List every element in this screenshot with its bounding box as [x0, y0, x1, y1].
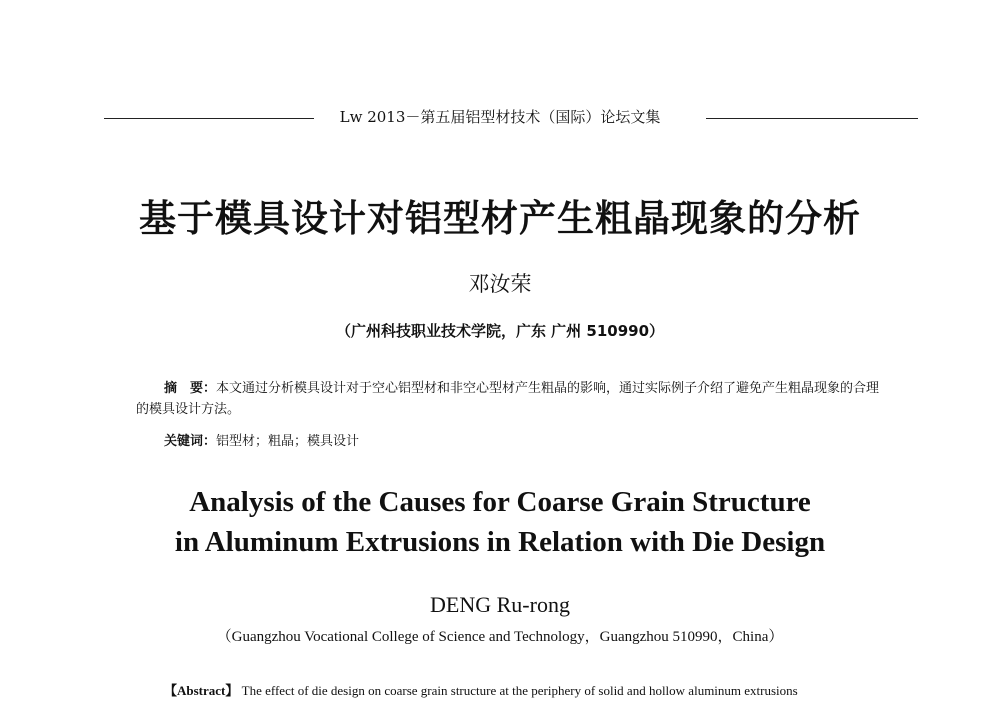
abstract-cn — [136, 378, 882, 420]
abstract-en-text: The effect of die design on coarse grain structure at the periphery of solid and hollow aluminum extrusions — [238, 683, 798, 698]
author-name-en: DENG Ru-rong — [430, 592, 570, 617]
author-name-cn: 邓汝荣 — [468, 272, 532, 296]
paper-title-en — [0, 482, 1000, 562]
paper-title-cn: 基于模具设计对铝型材产生粗晶现象的分析 — [139, 197, 861, 240]
abstract-en — [164, 680, 894, 699]
running-header — [0, 106, 1000, 127]
abstract-cn-label: 摘 要： — [164, 381, 217, 396]
keywords-cn-text: 铝型材；粗晶；模具设计 — [216, 434, 360, 449]
affiliation-cn: （广州科技职业技术学院，广东 广州 510990） — [335, 322, 665, 340]
keywords-cn-label: 关键词： — [164, 434, 217, 449]
paper-title-en-line1: Analysis of the Causes for Coarse Grain Structure — [189, 486, 811, 518]
abstract-en-label: 【Abstract】 — [164, 683, 239, 698]
affiliation-en: （Guangzhou Vocational College of Science and Technology，Guangzhou 510990，China） — [216, 629, 784, 645]
running-header-text: Lw 2013－第五届铝型材技术（国际）论坛文集 — [328, 108, 673, 126]
abstract-cn-text: 本文通过分析模具设计对于空心铝型材和非空心型材产生粗晶的影响，通过实际例子介绍了避免产生粗晶现象的合理的模具设计方法。 — [136, 381, 880, 417]
keywords-cn — [164, 430, 359, 449]
paper-title-en-line2: in Aluminum Extrusions in Relation with Die Design — [174, 526, 826, 558]
